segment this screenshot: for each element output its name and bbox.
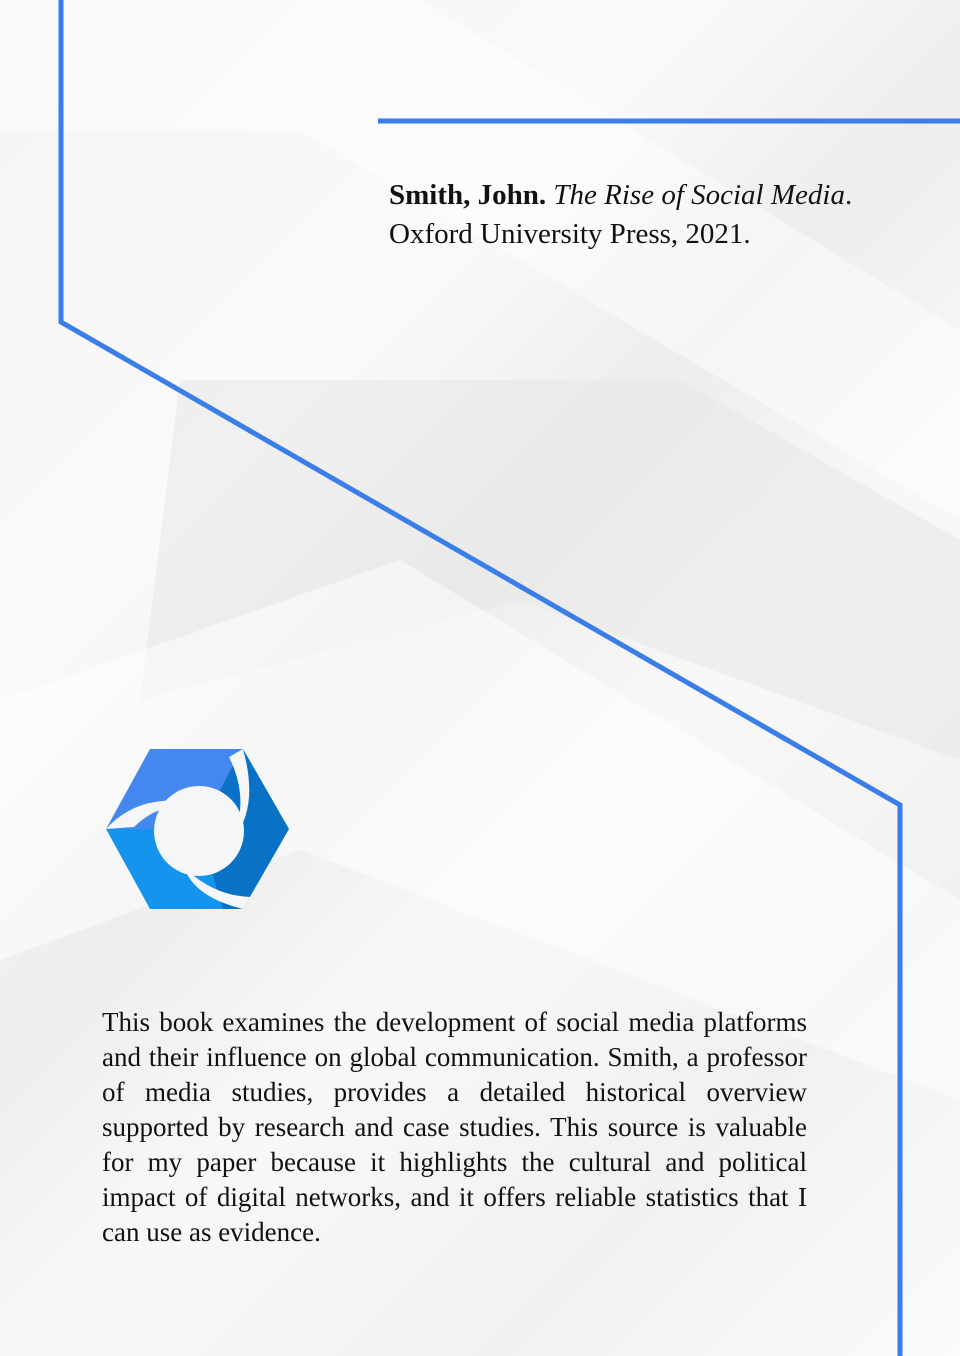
citation-publisher: . Oxford University Press, 2021.: [389, 179, 853, 250]
citation: [389, 176, 929, 254]
citation-title: The Rise of Social Media: [553, 179, 845, 211]
citation-author: Smith, John.: [389, 179, 547, 211]
hexagon-swirl-logo-icon: [104, 747, 294, 913]
annotation-paragraph: This book examines the development of social media platforms and their influence on global communication. Smith, a professor of media studies, provides a detailed historical overview supported by research and case studies. This source is valuable for my paper because it highlights the cultural and political impact of digital networks, and it offers reliable statistics that I can use as evidence.: [102, 1007, 807, 1247]
